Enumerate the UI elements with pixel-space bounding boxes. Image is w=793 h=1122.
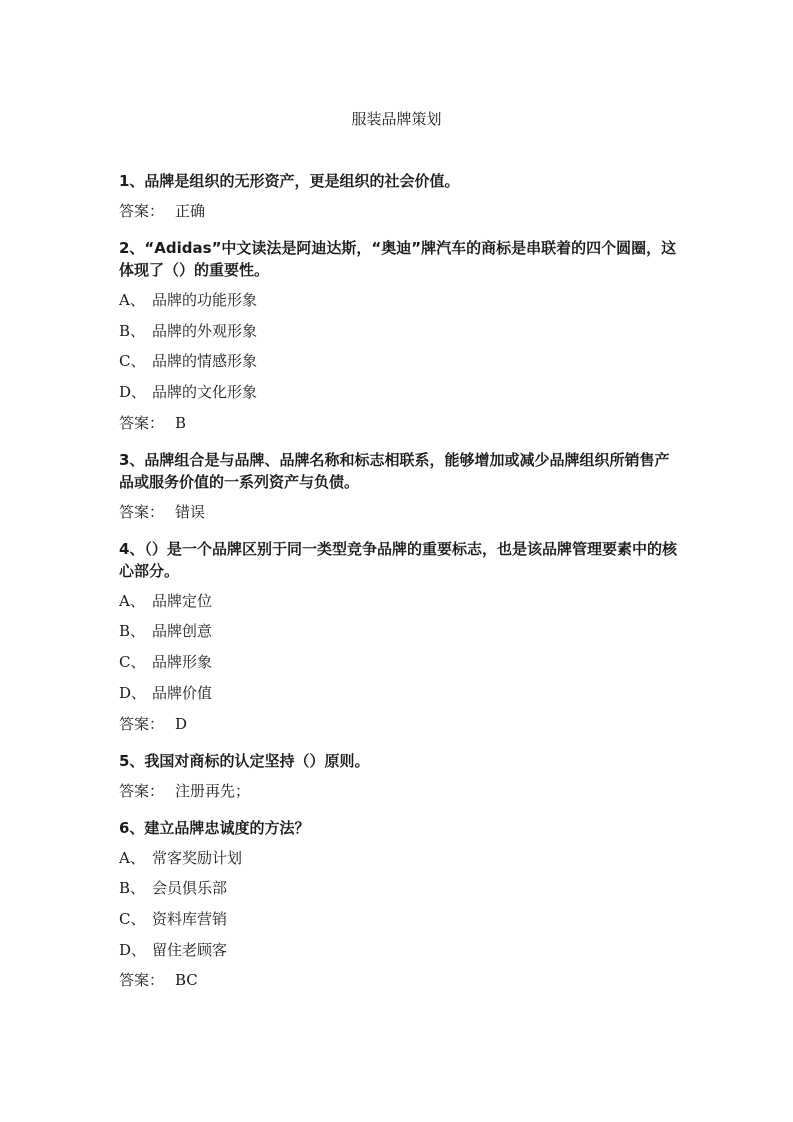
option-text: 品牌的功能形象 — [152, 291, 258, 309]
option-b — [119, 620, 679, 642]
option-a — [119, 847, 679, 869]
option-text: 资料库营销 — [152, 909, 228, 928]
option-text: 常客奖励计划 — [152, 848, 243, 867]
question-4: 4、（）是一个品牌区别于同一类型竞争品牌的重要标志，也是该品牌管理要素中的核心部分。 — [119, 539, 677, 580]
option-letter: A、 — [119, 291, 145, 309]
answer-label: 答案： — [119, 502, 165, 521]
option-text: 品牌的文化形象 — [152, 383, 258, 402]
option-b — [119, 320, 679, 342]
option-letter: D、 — [119, 683, 147, 702]
answer-6 — [119, 969, 679, 991]
option-letter: C、 — [119, 653, 146, 672]
option-text: 品牌的外观形象 — [152, 321, 258, 340]
option-text: 会员俱乐部 — [152, 879, 228, 898]
option-letter: B、 — [119, 879, 146, 898]
question-5: 5、我国对商标的认定坚持（）原则。 — [119, 751, 370, 770]
answer-value: D — [175, 714, 188, 733]
answer-label: 答案： — [119, 781, 165, 800]
page-title: 服装品牌策划 — [351, 110, 442, 128]
option-letter: D、 — [119, 940, 147, 959]
option-letter: A、 — [119, 848, 145, 867]
option-a — [119, 590, 679, 612]
option-letter: B、 — [119, 622, 146, 641]
answer-3 — [119, 501, 679, 523]
option-text: 留住老顾客 — [152, 940, 228, 959]
answer-label: 答案： — [119, 413, 165, 432]
option-letter: C、 — [119, 909, 146, 928]
option-text: 品牌定位 — [152, 591, 213, 610]
option-letter: C、 — [119, 352, 146, 371]
answer-value: 注册再先； — [175, 781, 251, 800]
option-d — [119, 682, 679, 704]
answer-label: 答案： — [119, 971, 165, 990]
answer-value: 正确 — [175, 202, 206, 220]
option-text: 品牌形象 — [152, 653, 213, 672]
option-a — [119, 289, 679, 311]
option-letter: A、 — [119, 591, 145, 610]
question-list — [119, 170, 679, 1006]
answer-value: BC — [175, 971, 198, 990]
option-text: 品牌价值 — [152, 683, 213, 702]
question-2: 2、“Adidas”中文读法是阿迪达斯，“奥迪”牌汽车的商标是串联着的四个圆圈，这体现了（）的重要性。 — [119, 239, 677, 279]
answer-2 — [119, 412, 679, 434]
option-letter: D、 — [119, 383, 147, 402]
answer-value: 错误 — [175, 502, 206, 521]
answer-5 — [119, 780, 679, 802]
option-text: 品牌的情感形象 — [152, 352, 258, 371]
option-text: 品牌创意 — [152, 622, 213, 641]
question-6: 6、建立品牌忠诚度的方法？ — [119, 818, 310, 837]
option-b — [119, 877, 679, 899]
option-d — [119, 939, 679, 961]
option-c — [119, 350, 679, 372]
option-d — [119, 381, 679, 403]
answer-4 — [119, 713, 679, 735]
option-letter: B、 — [119, 321, 146, 340]
question-1: 1、品牌是组织的无形资产，更是组织的社会价值。 — [119, 172, 460, 190]
answer-value: B — [175, 413, 187, 432]
option-c — [119, 651, 679, 673]
answer-label: 答案： — [119, 202, 165, 220]
option-c — [119, 908, 679, 930]
answer-label: 答案： — [119, 714, 165, 733]
question-3: 3、品牌组合是与品牌、品牌名称和标志相联系，能够增加或减少品牌组织所销售产品或服务价值的一系列资产与负债。 — [119, 450, 670, 491]
answer-1 — [119, 200, 679, 222]
